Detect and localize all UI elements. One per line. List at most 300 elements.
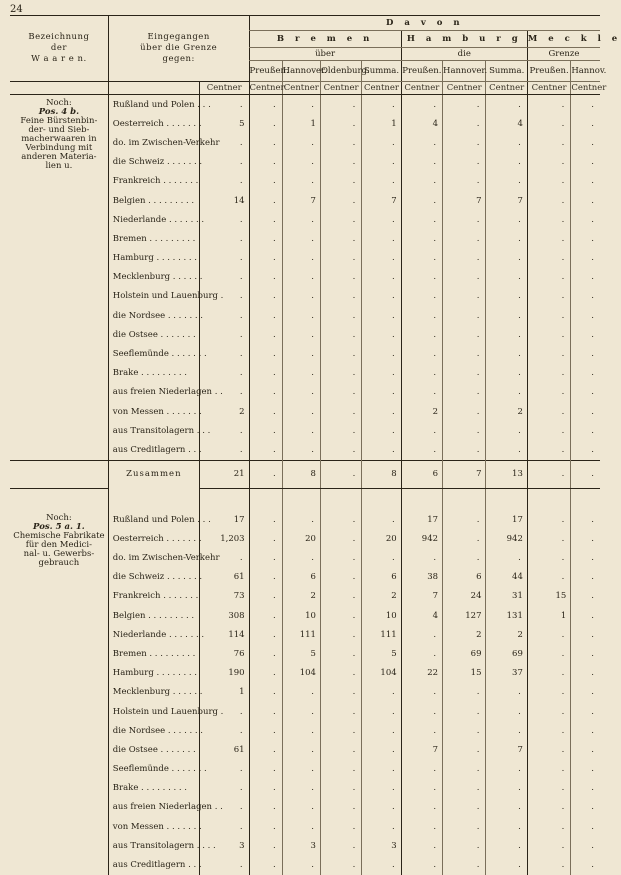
row-value: . xyxy=(571,383,600,402)
row-value: . xyxy=(320,229,361,248)
row-value: . xyxy=(282,325,320,344)
country-label: die Nordsee . . . . . . . xyxy=(108,306,199,325)
row-value: . xyxy=(443,702,486,721)
row-value: . xyxy=(362,721,401,740)
row-value: . xyxy=(249,364,282,383)
row-value: . xyxy=(571,548,600,567)
row-value: . xyxy=(199,779,249,798)
row-value: . xyxy=(527,625,570,644)
country-label: Holstein und Lauenburg . xyxy=(108,287,199,306)
row-value: . xyxy=(401,210,442,229)
row-value: . xyxy=(443,383,486,402)
row-value: . xyxy=(443,268,486,287)
row-value: 2 xyxy=(443,625,486,644)
row-value: . xyxy=(249,721,282,740)
row-value: . xyxy=(320,644,361,663)
row-value: 15 xyxy=(443,664,486,683)
row-value: . xyxy=(401,95,442,115)
row-value: 942 xyxy=(486,529,527,548)
unit-label: Centner xyxy=(199,82,249,95)
row-value: . xyxy=(199,383,249,402)
row-value: . xyxy=(362,249,401,268)
row-value: 37 xyxy=(486,664,527,683)
row-value: . xyxy=(527,249,570,268)
row-value: . xyxy=(320,306,361,325)
row-value: 10 xyxy=(282,606,320,625)
row-value: . xyxy=(571,421,600,440)
row-value: . xyxy=(249,153,282,172)
row-value: . xyxy=(320,440,361,460)
header-davon: D a v o n xyxy=(249,16,600,31)
row-value: . xyxy=(401,229,442,248)
row-value: 20 xyxy=(282,529,320,548)
unit-label: Centner xyxy=(571,83,607,93)
row-value: . xyxy=(249,268,282,287)
unit-label: Centner xyxy=(249,83,285,93)
row-value: 61 xyxy=(199,740,249,759)
row-value: . xyxy=(486,95,527,115)
row-value: . xyxy=(282,779,320,798)
header-goods-line2: der xyxy=(50,43,67,53)
goods-label-line: anderen Materia- xyxy=(21,152,97,162)
row-value: . xyxy=(199,817,249,836)
row-value: 7 xyxy=(486,740,527,759)
row-value: . xyxy=(282,740,320,759)
row-value: . xyxy=(249,702,282,721)
row-value: . xyxy=(199,95,249,115)
row-value: . xyxy=(486,172,527,191)
section1-goods-label xyxy=(10,95,108,461)
row-value: . xyxy=(401,133,442,152)
row-value: 7 xyxy=(362,191,401,210)
row-value: . xyxy=(571,95,600,115)
row-value: . xyxy=(362,798,401,817)
row-value: . xyxy=(486,287,527,306)
row-value: . xyxy=(571,740,600,759)
row-value: . xyxy=(486,249,527,268)
header-goods-line1: Bezeichnung xyxy=(28,32,90,42)
row-value: . xyxy=(571,153,600,172)
row-value: . xyxy=(401,191,442,210)
row-value: . xyxy=(320,364,361,383)
row-value: . xyxy=(486,548,527,567)
row-value: . xyxy=(199,855,249,874)
column-header-imports xyxy=(108,16,249,82)
row-value: . xyxy=(443,510,486,529)
row-value: . xyxy=(320,836,361,855)
row-value: 131 xyxy=(486,606,527,625)
row-value: 10 xyxy=(362,606,401,625)
row-value: . xyxy=(362,306,401,325)
row-value: . xyxy=(320,421,361,440)
row-value: . xyxy=(571,191,600,210)
row-value: . xyxy=(401,364,442,383)
row-value: . xyxy=(571,325,600,344)
total-value: 8 xyxy=(282,460,320,488)
row-value: . xyxy=(527,191,570,210)
row-value: . xyxy=(401,760,442,779)
row-value: . xyxy=(401,344,442,363)
row-value: . xyxy=(443,364,486,383)
row-value: . xyxy=(362,779,401,798)
total-value: . xyxy=(527,460,570,488)
row-value: . xyxy=(571,510,600,529)
country-label: Brake . . . . . . . . . xyxy=(108,779,199,798)
row-value: . xyxy=(527,229,570,248)
row-value: 2 xyxy=(282,587,320,606)
row-value: 3 xyxy=(282,836,320,855)
row-value: 7 xyxy=(486,191,527,210)
row-value: . xyxy=(249,644,282,663)
country-label: Seeflemünde . . . . . . . xyxy=(108,344,199,363)
sub-header-preussen-hamburg: Preußen. xyxy=(401,61,442,82)
row-value: . xyxy=(443,133,486,152)
row-value: . xyxy=(571,344,600,363)
row-value: . xyxy=(486,760,527,779)
row-value: 4 xyxy=(401,114,442,133)
row-value: . xyxy=(571,249,600,268)
row-value: 104 xyxy=(362,664,401,683)
row-value: . xyxy=(486,325,527,344)
row-value: . xyxy=(486,683,527,702)
row-value: 2 xyxy=(486,625,527,644)
country-label: aus Creditlagern . . . xyxy=(108,440,199,460)
total-value: 13 xyxy=(486,460,527,488)
row-value: . xyxy=(527,95,570,115)
row-value: . xyxy=(282,721,320,740)
row-value: . xyxy=(199,760,249,779)
row-value: . xyxy=(571,229,600,248)
row-value: . xyxy=(199,440,249,460)
row-value: . xyxy=(571,172,600,191)
row-value: . xyxy=(443,798,486,817)
header-die: die xyxy=(401,48,527,61)
row-value: . xyxy=(249,402,282,421)
total-row xyxy=(10,460,600,488)
row-value: . xyxy=(249,344,282,363)
row-value: . xyxy=(527,210,570,229)
row-value: . xyxy=(571,664,600,683)
row-value: . xyxy=(401,644,442,663)
row-value: . xyxy=(571,133,600,152)
row-value: . xyxy=(249,229,282,248)
row-value: . xyxy=(199,133,249,152)
total-value: . xyxy=(249,460,282,488)
row-value: . xyxy=(249,210,282,229)
row-value: . xyxy=(320,625,361,644)
goods-label-line: lien u. xyxy=(45,161,73,171)
row-value: . xyxy=(486,306,527,325)
row-value: . xyxy=(282,855,320,874)
row-value: . xyxy=(443,210,486,229)
goods-label-line: Noch: xyxy=(46,513,72,524)
row-value: . xyxy=(527,798,570,817)
row-value: . xyxy=(199,702,249,721)
row-value: . xyxy=(571,760,600,779)
row-value: 4 xyxy=(401,606,442,625)
total-value: 6 xyxy=(401,460,442,488)
row-value: . xyxy=(282,268,320,287)
row-value: . xyxy=(199,249,249,268)
row-value: . xyxy=(443,836,486,855)
row-value: . xyxy=(249,510,282,529)
goods-label-line: Feine Bürstenbin- xyxy=(20,116,98,126)
row-value: . xyxy=(401,855,442,874)
country-label: Belgien . . . . . . . . . xyxy=(108,606,199,625)
row-value: . xyxy=(443,229,486,248)
row-value: . xyxy=(486,798,527,817)
row-value: . xyxy=(249,664,282,683)
row-value: . xyxy=(443,344,486,363)
country-label: Rußland und Polen . . . xyxy=(108,510,199,529)
row-value: . xyxy=(527,440,570,460)
row-value: . xyxy=(320,721,361,740)
row-value: . xyxy=(249,172,282,191)
row-value: . xyxy=(401,287,442,306)
row-value: . xyxy=(249,587,282,606)
row-value: . xyxy=(249,306,282,325)
country-label: aus Transitolagern . . . . xyxy=(108,836,199,855)
row-value: . xyxy=(282,172,320,191)
row-value: . xyxy=(199,229,249,248)
row-value: . xyxy=(249,249,282,268)
row-value: . xyxy=(443,249,486,268)
goods-label-line: Verbindung mit xyxy=(25,143,93,153)
page-number: 24 xyxy=(10,4,23,15)
country-label: Hamburg . . . . . . . . xyxy=(108,249,199,268)
row-value: . xyxy=(527,760,570,779)
row-value: . xyxy=(443,779,486,798)
header-grenze: Grenze xyxy=(527,48,600,61)
row-value: . xyxy=(249,855,282,874)
country-label: aus freien Niederlagen . . xyxy=(108,383,199,402)
sub-header-hannover-meckle: Hannov. xyxy=(571,61,600,82)
row-value: . xyxy=(282,510,320,529)
country-label: die Schweiz . . . . . . . xyxy=(108,153,199,172)
row-value: . xyxy=(320,760,361,779)
row-value: 69 xyxy=(486,644,527,663)
row-value: 190 xyxy=(199,664,249,683)
row-value: . xyxy=(571,817,600,836)
row-value: . xyxy=(362,210,401,229)
row-value: . xyxy=(571,798,600,817)
row-value: 5 xyxy=(282,644,320,663)
unit-label: Centner xyxy=(401,82,442,95)
row-value: . xyxy=(320,683,361,702)
goods-label-line: für den Medici- xyxy=(25,540,93,551)
row-value: . xyxy=(486,702,527,721)
row-value: . xyxy=(401,817,442,836)
row-value: 20 xyxy=(362,529,401,548)
row-value: . xyxy=(527,548,570,567)
row-value: . xyxy=(320,114,361,133)
row-value: . xyxy=(282,287,320,306)
row-value: 3 xyxy=(362,836,401,855)
unit-label: Centner xyxy=(527,82,570,95)
row-value: . xyxy=(249,817,282,836)
row-value: 2 xyxy=(401,402,442,421)
row-value: . xyxy=(320,798,361,817)
row-value: . xyxy=(401,306,442,325)
row-value: . xyxy=(527,817,570,836)
row-value: . xyxy=(362,440,401,460)
row-value: 5 xyxy=(199,114,249,133)
row-value: . xyxy=(199,287,249,306)
row-value: . xyxy=(362,683,401,702)
row-value: . xyxy=(571,721,600,740)
row-value: . xyxy=(443,172,486,191)
row-value: . xyxy=(320,191,361,210)
row-value: . xyxy=(282,548,320,567)
row-value: 6 xyxy=(362,568,401,587)
row-value: . xyxy=(527,529,570,548)
row-value: . xyxy=(199,153,249,172)
row-value: . xyxy=(571,364,600,383)
row-value: . xyxy=(571,306,600,325)
row-value: . xyxy=(249,133,282,152)
row-value: . xyxy=(571,568,600,587)
row-value: . xyxy=(282,440,320,460)
row-value: . xyxy=(401,836,442,855)
row-value: 104 xyxy=(282,664,320,683)
row-value: . xyxy=(320,402,361,421)
row-value: . xyxy=(443,440,486,460)
table-row xyxy=(10,510,600,529)
row-value: . xyxy=(282,402,320,421)
sub-header-oldenburg: Oldenburg. xyxy=(320,61,361,82)
row-value: . xyxy=(362,855,401,874)
row-value: . xyxy=(443,114,486,133)
row-value: . xyxy=(320,153,361,172)
row-value: 17 xyxy=(486,510,527,529)
row-value: . xyxy=(320,210,361,229)
row-value: . xyxy=(443,721,486,740)
country-label: Frankreich . . . . . . . xyxy=(108,587,199,606)
country-label: do. im Zwischen-Verkehr xyxy=(108,133,199,152)
row-value: . xyxy=(401,249,442,268)
row-value: . xyxy=(320,268,361,287)
country-label: Rußland und Polen . . . xyxy=(108,95,199,115)
row-value: . xyxy=(362,402,401,421)
statistics-table xyxy=(10,15,621,875)
country-label: Oesterreich . . . . . . . xyxy=(108,114,199,133)
sub-header-preussen-meckle: Preußen. xyxy=(527,61,570,82)
row-value: . xyxy=(527,133,570,152)
row-value: . xyxy=(199,421,249,440)
row-value: . xyxy=(320,325,361,344)
row-value: 1 xyxy=(362,114,401,133)
row-value: . xyxy=(320,383,361,402)
country-label: Bremen . . . . . . . . . xyxy=(108,644,199,663)
row-value: . xyxy=(571,268,600,287)
row-value: . xyxy=(527,779,570,798)
country-label: Holstein und Lauenburg . xyxy=(108,702,199,721)
row-value: 6 xyxy=(282,568,320,587)
row-value: . xyxy=(199,210,249,229)
row-value: . xyxy=(362,172,401,191)
row-value: . xyxy=(282,683,320,702)
goods-label-line: nal- u. Gewerbs- xyxy=(23,549,95,560)
row-value: . xyxy=(199,325,249,344)
row-value: . xyxy=(249,625,282,644)
row-value: . xyxy=(282,229,320,248)
row-value: . xyxy=(527,364,570,383)
row-value: . xyxy=(571,644,600,663)
row-value: . xyxy=(486,344,527,363)
row-value: . xyxy=(199,306,249,325)
row-value: . xyxy=(571,855,600,874)
row-value: 3 xyxy=(199,836,249,855)
country-label: die Ostsee . . . . . . . xyxy=(108,740,199,759)
row-value: . xyxy=(282,249,320,268)
row-value: . xyxy=(527,683,570,702)
row-value: . xyxy=(362,548,401,567)
row-value: . xyxy=(401,625,442,644)
country-label: do. im Zwischen-Verkehr xyxy=(108,548,199,567)
row-value: . xyxy=(199,721,249,740)
row-value: . xyxy=(527,855,570,874)
row-value: . xyxy=(527,344,570,363)
row-value: . xyxy=(320,249,361,268)
header-hamburg: H a m b u r g xyxy=(401,31,527,48)
row-value: . xyxy=(320,702,361,721)
row-value: . xyxy=(486,421,527,440)
row-value: 14 xyxy=(199,191,249,210)
row-value: . xyxy=(527,402,570,421)
section2-goods-label xyxy=(10,510,108,875)
row-value: . xyxy=(443,548,486,567)
total-value: . xyxy=(571,460,600,488)
unit-label: Centner xyxy=(320,82,361,95)
row-value: . xyxy=(486,836,527,855)
header-goods-line3: W a a r e n. xyxy=(31,54,87,64)
row-value: . xyxy=(320,568,361,587)
row-value: . xyxy=(527,421,570,440)
row-value: 7 xyxy=(282,191,320,210)
country-label: Hamburg . . . . . . . . xyxy=(108,664,199,683)
row-value: . xyxy=(401,440,442,460)
total-value: . xyxy=(320,460,361,488)
row-value: 44 xyxy=(486,568,527,587)
row-value: . xyxy=(282,364,320,383)
sub-header-summa-bremen: Summa. xyxy=(362,61,401,82)
row-value: . xyxy=(320,779,361,798)
country-label: Bremen . . . . . . . . . xyxy=(108,229,199,248)
row-value: . xyxy=(320,95,361,115)
unit-label: Centner xyxy=(362,82,401,95)
row-value: 7 xyxy=(401,587,442,606)
sub-header-hannover-hamburg: Hannover. xyxy=(443,61,486,82)
row-value: . xyxy=(443,683,486,702)
row-value: . xyxy=(249,779,282,798)
row-value: 2 xyxy=(199,402,249,421)
unit-label: Centner xyxy=(443,82,486,95)
header-ueber: über xyxy=(249,48,401,61)
row-value: . xyxy=(571,587,600,606)
row-value: . xyxy=(527,114,570,133)
row-value: 6 xyxy=(443,568,486,587)
country-label: Seeflemünde . . . . . . . xyxy=(108,760,199,779)
row-value: . xyxy=(249,548,282,567)
row-value: . xyxy=(527,644,570,663)
row-value: 17 xyxy=(199,510,249,529)
row-value: . xyxy=(571,287,600,306)
row-value: . xyxy=(282,133,320,152)
row-value: . xyxy=(362,287,401,306)
row-value: . xyxy=(486,364,527,383)
row-value: 5 xyxy=(362,644,401,663)
total-value: 7 xyxy=(443,460,486,488)
